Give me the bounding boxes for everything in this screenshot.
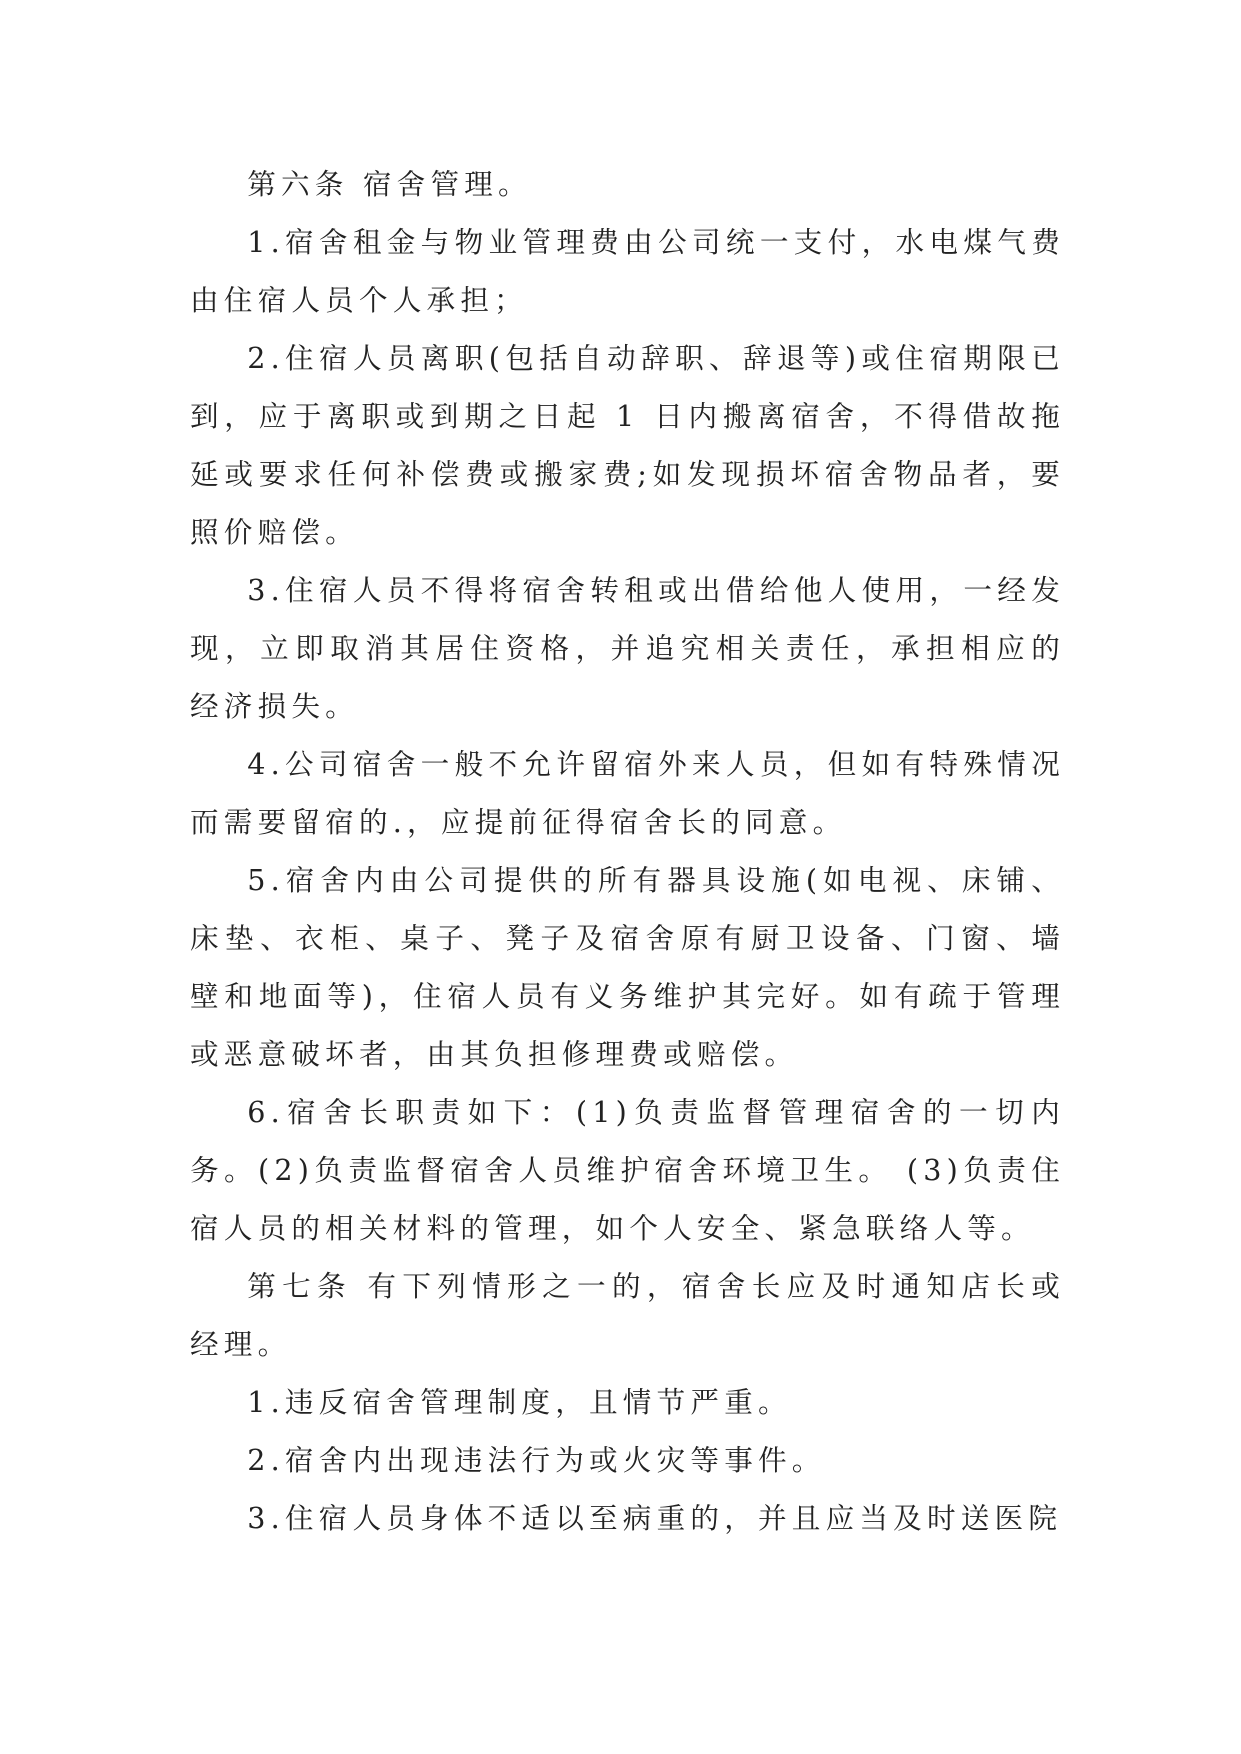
paragraph-item: 1.宿舍租金与物业管理费由公司统一支付，水电煤气费由住宿人员个人承担； xyxy=(190,225,1065,317)
paragraph-item: 3.住宿人员不得将宿舍转租或出借给他人使用，一经发现，立即取消其居住资格，并追究相关责任，承担相应的经济损失。 xyxy=(190,573,1065,723)
paragraph-item: 5.宿舍内由公司提供的所有器具设施(如电视、床铺、床垫、衣柜、桌子、凳子及宿舍原有厨卫设备、门窗、墙壁和地面等)，住宿人员有义务维护其完好。如有疏于管理或恶意破坏者，由其负担修理费或赔偿。 xyxy=(190,863,1065,1071)
paragraph-item: 2.宿舍内出现违法行为或火灾等事件。 xyxy=(247,1443,826,1477)
section-heading-article-7: 第七条 有下列情形之一的，宿舍长应及时通知店长或经理。 xyxy=(190,1269,1065,1361)
paragraph-item: 2.住宿人员离职(包括自动辞职、辞退等)或住宿期限已到，应于离职或到期之日起 1 日内搬离宿舍，不得借故拖延或要求任何补偿费或搬家费;如发现损坏宿舍物品者，要照价赔偿。 xyxy=(190,341,1065,549)
section-heading-article-6: 第六条 宿舍管理。 xyxy=(247,167,532,201)
paragraph-item: 3.住宿人员身体不适以至病重的，并且应当及时送医院 xyxy=(247,1501,1063,1535)
paragraph-item: 6.宿舍长职责如下：(1)负责监督管理宿舍的一切内务。(2)负责监督宿舍人员维护宿舍环境卫生。 (3)负责住宿人员的相关材料的管理，如个人安全、紧急联络人等。 xyxy=(190,1095,1065,1245)
paragraph-item: 1.违反宿舍管理制度，且情节严重。 xyxy=(247,1385,792,1419)
paragraph-item: 4.公司宿舍一般不允许留宿外来人员，但如有特殊情况而需要留宿的.，应提前征得宿舍长的同意。 xyxy=(190,747,1065,839)
document-body xyxy=(190,155,1065,1547)
